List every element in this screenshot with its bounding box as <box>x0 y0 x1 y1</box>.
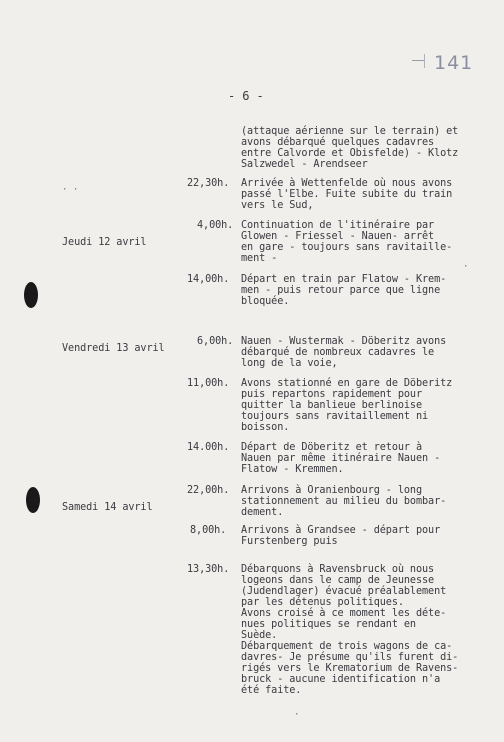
entry-line: Départ en train par Flatow - Krem- <box>241 274 447 285</box>
entry-line: quitter la banlieue berlinoise <box>241 400 423 411</box>
punch-hole <box>26 487 40 513</box>
entry-line: Continuation de l'itinéraire par <box>241 220 435 231</box>
entry-time: 4,00h. <box>197 220 234 231</box>
entry-line: toujours sans ravitaillement ni <box>241 411 429 422</box>
entry-line: nues politiques se rendant en <box>241 619 416 630</box>
text-line: (attaque aérienne sur le terrain) et <box>241 126 459 137</box>
entry-line: bruck - aucune identification n'a <box>241 674 441 685</box>
entry-line: Flatow - Kremmen. <box>241 464 344 475</box>
entry-line: long de la voie, <box>241 358 338 369</box>
entry-line: passé l'Elbe. Fuite subite du train <box>241 189 453 200</box>
entry-time: 22,30h. <box>187 178 230 189</box>
entry-line: Arrivée à Wettenfelde où nous avons <box>241 178 453 189</box>
stray-dots: · <box>294 710 300 720</box>
entry-line: en gare - toujours sans ravitaille- <box>241 242 453 253</box>
entry-time: 11,00h. <box>187 378 230 389</box>
entry-line: puis repartons rapidement pour <box>241 389 423 400</box>
entry-time: 14.00h. <box>187 442 230 453</box>
entry-line: boisson. <box>241 422 290 433</box>
entry-time: 22,00h. <box>187 485 230 496</box>
entry-line: Glowen - Friessel - Nauen- arrêt <box>241 231 435 242</box>
entry-time: 6,00h. <box>197 336 234 347</box>
text-line: entre Calvorde et Obisfelde) - Klotz <box>241 148 459 159</box>
entry-line: Suède. <box>241 630 278 641</box>
entry-time: 14,00h. <box>187 274 230 285</box>
entry-time: 13,30h. <box>187 564 230 575</box>
pencil-mark <box>424 54 425 68</box>
page-header: - 6 - <box>228 89 264 103</box>
entry-time: 8,00h. <box>190 525 227 536</box>
entry-line: vers le Sud, <box>241 200 314 211</box>
pencil-mark <box>412 60 424 61</box>
entry-line: ment - <box>241 253 278 264</box>
entry-line: Débarquons à Ravensbruck où nous <box>241 564 435 575</box>
entry-line: logeons dans le camp de Jeunesse <box>241 575 435 586</box>
entry-line: (Judendlager) évacué préalablement <box>241 586 447 597</box>
stray-dots: · <box>463 262 469 272</box>
entry-line: davres- Je présume qu'ils furent di- <box>241 652 459 663</box>
text-line: avons débarqué quelques cadavres <box>241 137 435 148</box>
entry-line: Arrivons à Grandsee - départ pour <box>241 525 441 536</box>
entry-line: par les détenus politiques. <box>241 597 404 608</box>
entry-line: Avons croisé à ce moment les déte- <box>241 608 447 619</box>
day-label: Vendredi 13 avril <box>62 343 165 354</box>
entry-line: bloquée. <box>241 296 290 307</box>
text-line: Salzwedel - Arendseer <box>241 159 368 170</box>
entry-line: Nauen - Wustermak - Döberitz avons <box>241 336 447 347</box>
entry-line: stationnement au milieu du bombar- <box>241 496 447 507</box>
entry-line: Arrivons à Oranienbourg - long <box>241 485 423 496</box>
day-label: Jeudi 12 avril <box>62 237 147 248</box>
entry-line: dement. <box>241 507 284 518</box>
entry-line: Débarquement de trois wagons de ca- <box>241 641 453 652</box>
page-number: 141 <box>434 52 474 74</box>
entry-line: débarqué de nombreux cadavres le <box>241 347 435 358</box>
punch-hole <box>24 282 38 308</box>
entry-line: Départ de Döberitz et retour à <box>241 442 423 453</box>
entry-line: men - puis retour parce que ligne <box>241 285 441 296</box>
entry-line: Nauen par même itinéraire Nauen - <box>241 453 441 464</box>
stray-dots: · · <box>62 185 79 195</box>
entry-line: rigés vers le Krematorium de Ravens- <box>241 663 459 674</box>
day-label: Samedi 14 avril <box>62 502 153 513</box>
entry-line: Avons stationné en gare de Döberitz <box>241 378 453 389</box>
entry-line: Furstenberg puis <box>241 536 338 547</box>
entry-line: été faite. <box>241 685 302 696</box>
